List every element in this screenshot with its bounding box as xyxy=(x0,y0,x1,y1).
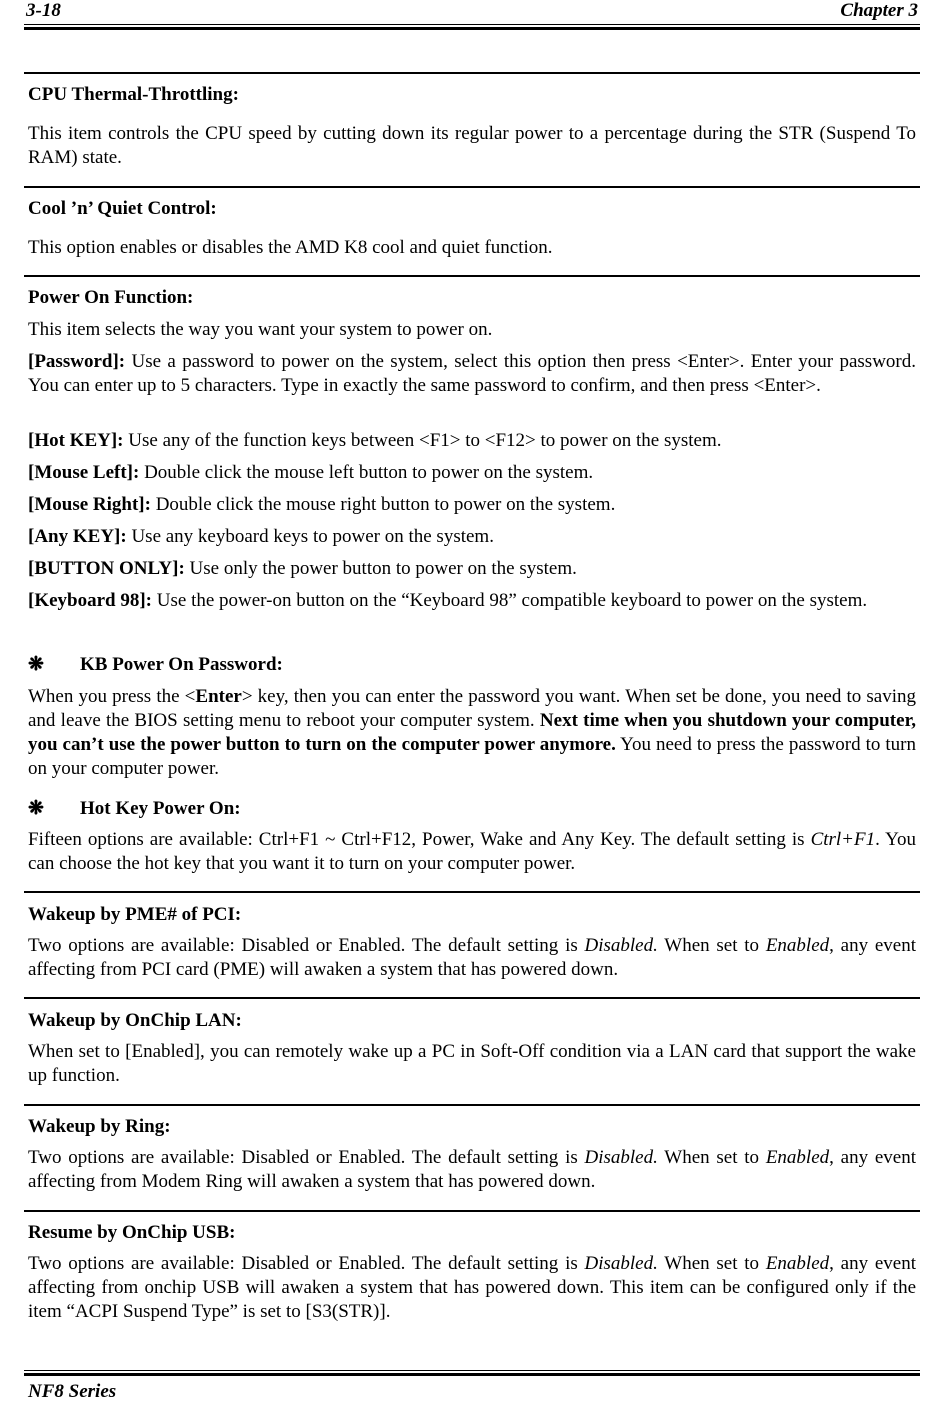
text-run: When set to xyxy=(657,1253,766,1274)
text-run: , any event affecting from PCI card (PME) will awaken a system that has powered down. xyxy=(28,935,916,980)
option-text: Use only the power button to power on the system. xyxy=(184,558,577,579)
option-text: Double click the mouse right button to power on the system. xyxy=(150,494,616,515)
enter-key-text: Enter xyxy=(195,686,242,707)
section-body-cpu-throttling: This item controls the CPU speed by cutting down its regular power to a percentage during the STR (Suspend To RAM) state. xyxy=(28,123,916,168)
text-run: , any event affecting from onchip USB will awaken a system that has powered down. This item can be configured only if the item “ACPI Suspend Type” is set to [S3(STR)]. xyxy=(28,1253,916,1322)
section-title-pme: Wakeup by PME# of PCI: xyxy=(28,904,242,925)
text-run: , any event affecting from Modem Ring will awaken a system that has powered down. xyxy=(28,1147,916,1192)
default-value: Ctrl+F1 xyxy=(810,829,876,850)
option-password xyxy=(28,350,916,398)
chapter-label: Chapter 3 xyxy=(840,0,918,21)
subsection-body-hot-key xyxy=(28,828,916,876)
section-title-cpu-throttling: CPU Thermal-Throttling: xyxy=(28,84,239,105)
section-body-cool-quiet: This option enables or disables the AMD K8 cool and quiet function. xyxy=(28,237,553,258)
section-divider xyxy=(24,1210,920,1212)
subsection-title: Hot Key Power On: xyxy=(80,798,241,819)
section-divider xyxy=(24,997,920,999)
subsection-title: KB Power On Password: xyxy=(80,654,283,675)
option-label: [Password]: xyxy=(28,351,126,372)
section-title-cool-quiet: Cool ’n’ Quiet Control: xyxy=(28,198,217,219)
text-run: Two options are available: Disabled or Enabled. The default setting is xyxy=(28,935,585,956)
option-hot-key xyxy=(28,429,916,453)
section-body-ring xyxy=(28,1146,916,1194)
option-value: Enabled xyxy=(765,1253,830,1274)
option-text: Use the power-on button on the “Keyboard 98” compatible keyboard to power on the system. xyxy=(152,590,868,611)
section-divider xyxy=(24,1104,920,1106)
text-run: Two options are available: Disabled or Enabled. The default setting is xyxy=(28,1253,585,1274)
option-label: [Any KEY]: xyxy=(28,526,127,547)
section-title-usb: Resume by OnChip USB: xyxy=(28,1222,236,1243)
footer-rule xyxy=(24,1370,920,1376)
section-body-lan: When set to [Enabled], you can remotely wake up a PC in Soft-Off condition via a LAN card that support the wake up function. xyxy=(28,1041,916,1086)
text-run: Two options are available: Disabled or Enabled. The default setting is xyxy=(28,1147,585,1168)
option-keyboard-98 xyxy=(28,589,916,613)
asterisk-bullet-icon: ❋ xyxy=(28,654,44,675)
option-label: [Hot KEY]: xyxy=(28,430,124,451)
default-value: Disabled. xyxy=(584,1253,658,1274)
section-body-usb xyxy=(28,1252,916,1324)
option-mouse-right xyxy=(28,493,916,517)
option-any-key xyxy=(28,525,916,549)
section-divider xyxy=(24,186,920,188)
power-on-intro: This item selects the way you want your system to power on. xyxy=(28,319,493,340)
text-run: . You can choose the hot key that you want it to turn on your computer power. xyxy=(28,829,916,874)
section-divider xyxy=(24,891,920,893)
section-body-pme xyxy=(28,934,916,982)
text-run: When set to xyxy=(657,1147,766,1168)
asterisk-bullet-icon: ❋ xyxy=(28,798,44,819)
option-label: [Keyboard 98]: xyxy=(28,590,153,611)
option-label: [Mouse Left]: xyxy=(28,462,140,483)
option-value: Enabled xyxy=(765,935,830,956)
option-text: Use any keyboard keys to power on the system. xyxy=(126,526,494,547)
warning-text: Next time when you shutdown your computer, you can’t use the power button to turn on the computer power anymore. xyxy=(28,710,917,755)
option-text: Double click the mouse left button to power on the system. xyxy=(139,462,594,483)
text-run: When set to xyxy=(657,935,766,956)
text-run: > key, then you can enter the password you want. When set be done, you need to saving and leave the BIOS setting menu to reboot your computer system. xyxy=(28,686,916,731)
option-value: Enabled xyxy=(765,1147,830,1168)
text-run: When you press the < xyxy=(28,686,196,707)
page-number: 3-18 xyxy=(26,0,61,21)
option-text: Use any of the function keys between <F1> to <F12> to power on the system. xyxy=(123,430,722,451)
section-title-ring: Wakeup by Ring: xyxy=(28,1116,171,1137)
header-rule xyxy=(24,24,920,30)
option-label: [BUTTON ONLY]: xyxy=(28,558,185,579)
option-mouse-left xyxy=(28,461,916,485)
subsection-body-kb-password xyxy=(28,685,916,781)
option-button-only xyxy=(28,557,916,581)
section-title-power-on: Power On Function: xyxy=(28,287,194,308)
section-divider xyxy=(24,275,920,277)
text-run: Fifteen options are available: Ctrl+F1 ~ Ctrl+F12, Power, Wake and Any Key. The default setting is xyxy=(28,829,811,850)
default-value: Disabled. xyxy=(584,935,658,956)
default-value: Disabled. xyxy=(584,1147,658,1168)
section-divider xyxy=(24,72,920,74)
text-run: You need to press the password to turn on your computer power. xyxy=(28,734,916,779)
option-label: [Mouse Right]: xyxy=(28,494,151,515)
footer-series: NF8 Series xyxy=(28,1381,117,1402)
option-text: Use a password to power on the system, select this option then press <Enter>. Enter your password. You can enter up to 5 characters. Type in exactly the same password to confirm, and then press <Enter>. xyxy=(28,351,916,396)
page-header xyxy=(24,0,920,22)
section-title-lan: Wakeup by OnChip LAN: xyxy=(28,1010,242,1031)
